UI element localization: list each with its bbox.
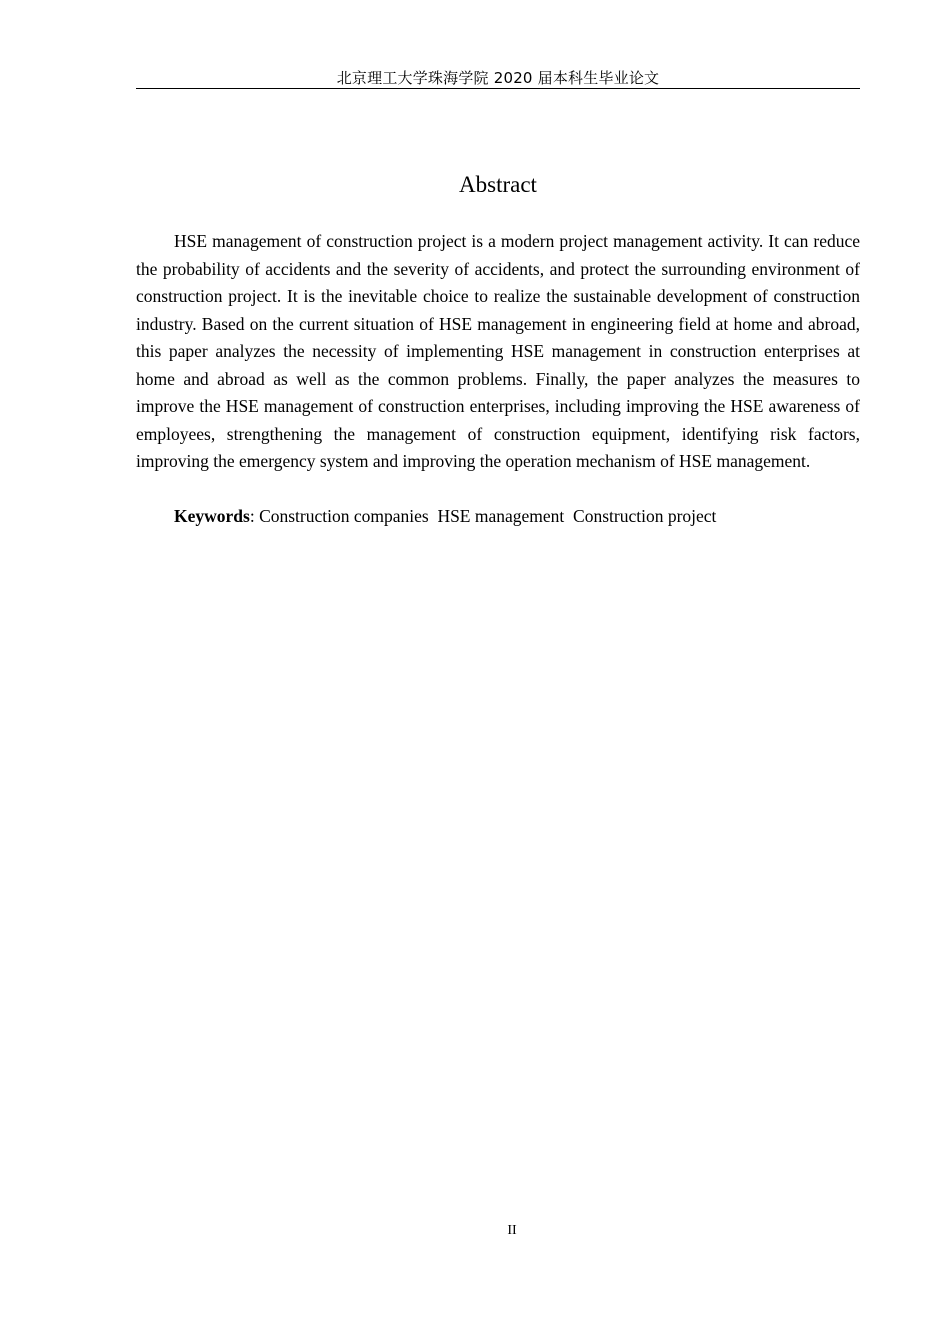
page-number: II (507, 1223, 517, 1238)
abstract-heading: Abstract (459, 172, 537, 197)
running-header: 北京理工大学珠海学院 2020 届本科生毕业论文 (336, 69, 660, 87)
keywords-label: Keywords (174, 506, 250, 526)
header-rule (136, 88, 860, 89)
abstract-paragraph: HSE management of construction project is a modern project management activity. It can reduce the probability of accidents and the severity of accidents, and protect the surrounding environment of construction project. It is the inevitable choice to realize the sustainable development of construction industry. Based on the current situation of HSE management in engineering field at home and abroad, this paper analyzes the necessity of implementing HSE management in construction enterprises at home and abroad as well as the common problems. Finally, the paper analyzes the measures to improve the HSE management of construction enterprises, including improving the HSE awareness of employees, strengthening the management of construction equipment, identifying risk factors, improving the emergency system and improving the operation mechanism of HSE management. (136, 231, 860, 471)
keywords-text: : Construction companies HSE management Construction project (249, 506, 717, 526)
keywords-line (136, 503, 860, 531)
